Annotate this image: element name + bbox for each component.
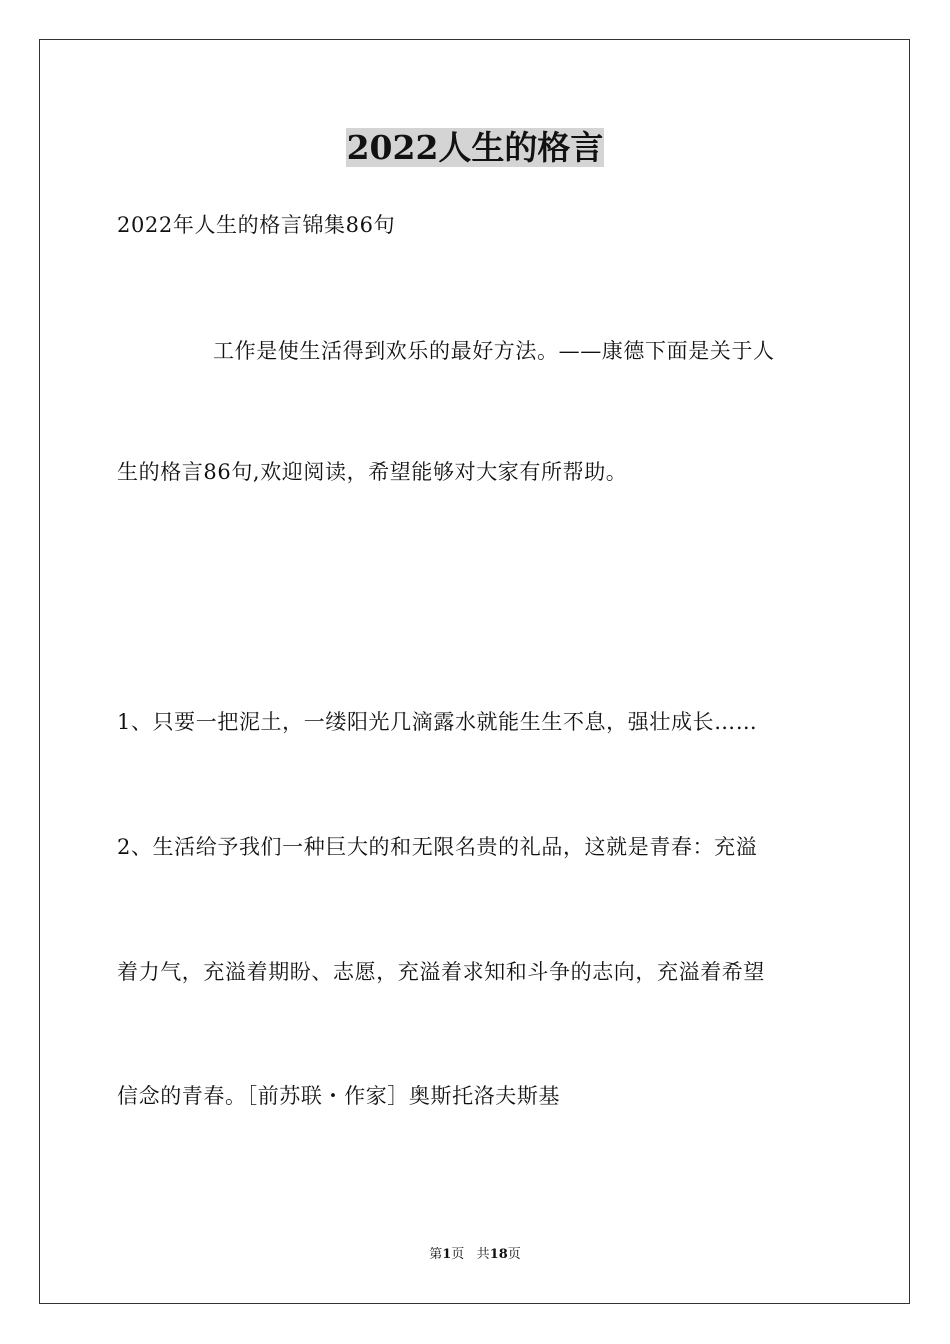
footer-total-prefix: 共: [476, 1247, 490, 1262]
intro-line-2: 生的格言86句,欢迎阅读，希望能够对大家有所帮助。: [117, 460, 628, 484]
quote-2-line-3: 信念的青春。［前苏联・作家］奥斯托洛夫斯基: [117, 1084, 561, 1108]
footer-total-pages: 18: [489, 1247, 508, 1262]
document-title: [0, 128, 950, 168]
subtitle-line: 2022年人生的格言锦集86句: [117, 213, 396, 237]
quote-2-line-2: 着力气，充溢着期盼、志愿，充溢着求知和斗争的志向，充溢着希望: [117, 960, 765, 984]
footer-page-number: 1: [442, 1247, 452, 1262]
footer-total-suffix: 页: [507, 1247, 521, 1262]
quote-2-line-1: 2、生活给予我们一种巨大的和无限名贵的礼品，这就是青春：充溢: [117, 835, 758, 859]
page-footer: [0, 1246, 950, 1264]
footer-page-suffix: 页: [451, 1247, 465, 1262]
document-title-text: 2022人生的格言: [346, 128, 604, 167]
quote-1-line-1: 1、只要一把泥土，一缕阳光几滴露水就能生生不息，强壮成长……: [117, 710, 758, 734]
footer-page-prefix: 第: [429, 1247, 443, 1262]
intro-line-1: 工作是使生活得到欢乐的最好方法。——康德下面是关于人: [213, 339, 775, 363]
